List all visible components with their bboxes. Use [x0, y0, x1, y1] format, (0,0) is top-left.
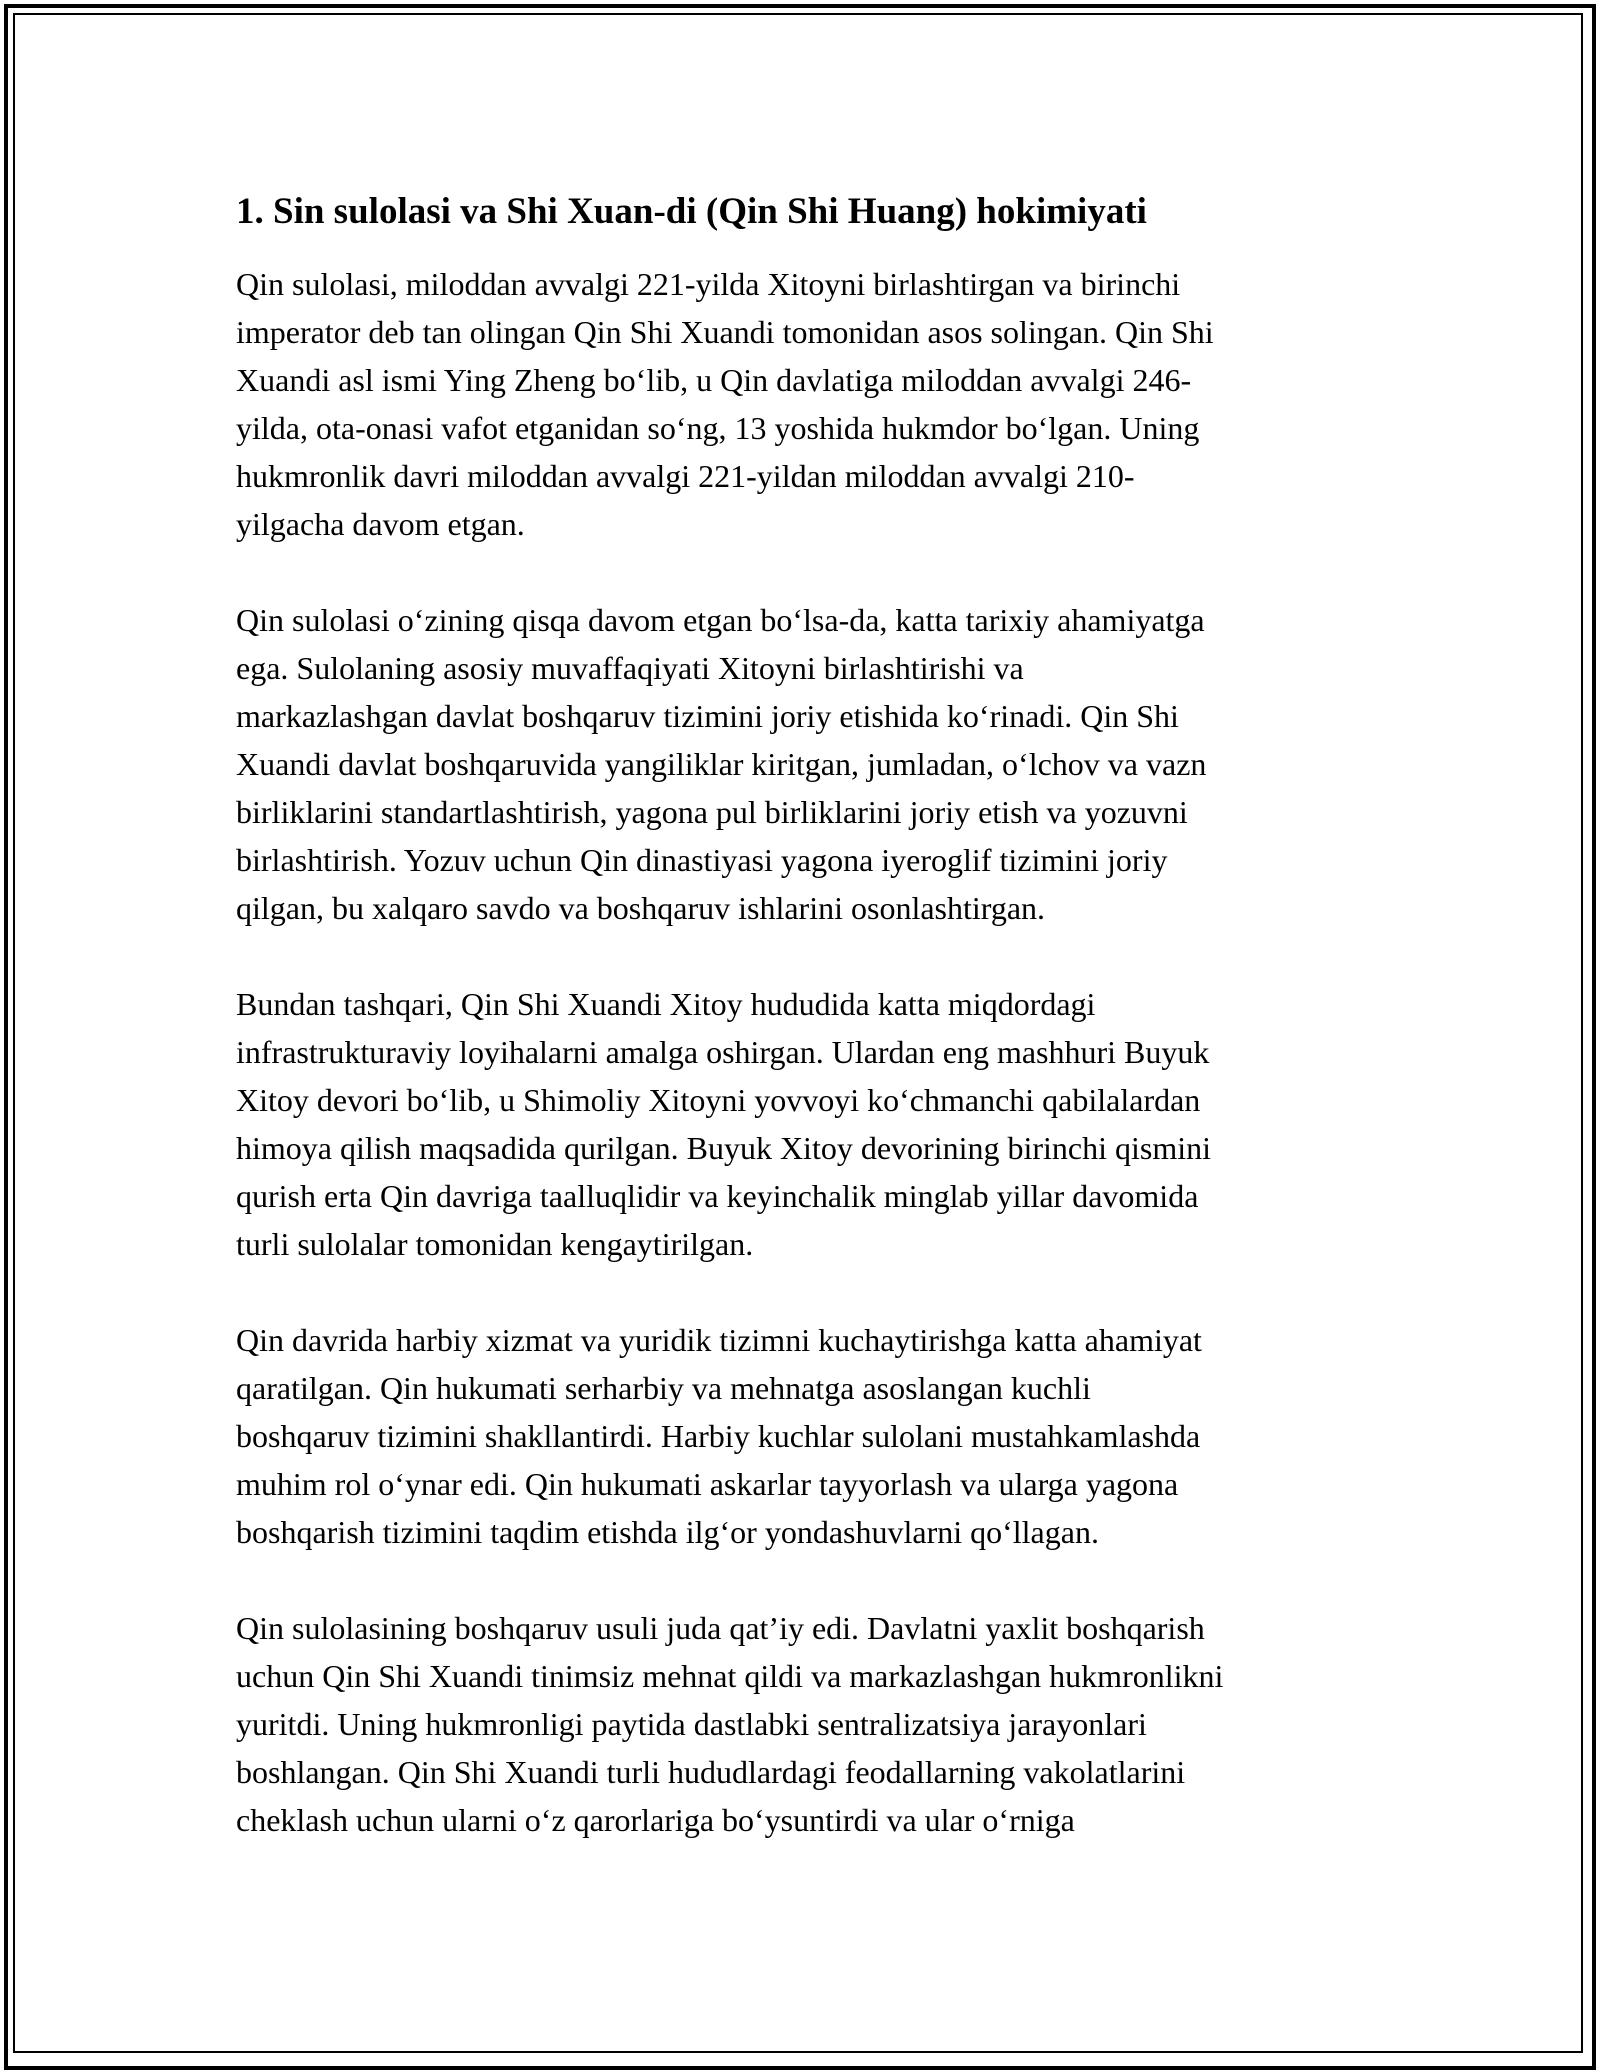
text-line: qurish erta Qin davriga taalluqlidir va keyinchalik minglab yillar davomida — [236, 1178, 1199, 1214]
text-line: boshqaruv tizimini shakllantirdi. Harbiy kuchlar sulolani mustahkamlashda — [236, 1418, 1201, 1454]
text-line: qilgan, bu xalqaro savdo va boshqaruv ishlarini osonlashtirgan. — [236, 890, 1046, 926]
document-body — [236, 186, 1386, 1892]
text-line: qaratilgan. Qin hukumati serharbiy va mehnatga asoslangan kuchli — [236, 1370, 1091, 1406]
text-line: Xuandi davlat boshqaruvida yangiliklar kiritgan, jumladan, o‘lchov va vazn — [236, 746, 1207, 782]
text-line: cheklash uchun ularni o‘z qarorlariga bo‘ysuntirdi va ular o‘rniga — [236, 1802, 1075, 1838]
paragraph-2 — [236, 596, 1386, 932]
text-line: birlashtirish. Yozuv uchun Qin dinastiyasi yagona iyeroglif tizimini joriy — [236, 842, 1168, 878]
text-line: yilgacha davom etgan. — [236, 506, 525, 542]
text-line: muhim rol o‘ynar edi. Qin hukumati askarlar tayyorlash va ularga yagona — [236, 1466, 1179, 1502]
text-line: uchun Qin Shi Xuandi tinimsiz mehnat qildi va markazlashgan hukmronlikni — [236, 1658, 1224, 1694]
text-line: imperator deb tan olingan Qin Shi Xuandi tomonidan asos solingan. Qin Shi — [236, 314, 1214, 350]
text-line: birliklarini standartlashtirish, yagona pul birliklarini joriy etish va yozuvni — [236, 794, 1188, 830]
text-line: himoya qilish maqsadida qurilgan. Buyuk Xitoy devorining birinchi qismini — [236, 1130, 1212, 1166]
text-line: boshlangan. Qin Shi Xuandi turli hududlardagi feodallarning vakolatlarini — [236, 1754, 1186, 1790]
paragraph-3 — [236, 980, 1386, 1268]
paragraph-5 — [236, 1604, 1386, 1844]
text-line: hukmronlik davri miloddan avvalgi 221-yildan miloddan avvalgi 210- — [236, 458, 1135, 494]
text-line: yilda, ota-onasi vafot etganidan so‘ng, 13 yoshida hukmdor bo‘lgan. Uning — [236, 410, 1200, 446]
paragraph-4 — [236, 1316, 1386, 1556]
text-line: infrastrukturaviy loyihalarni amalga oshirgan. Ulardan eng mashhuri Buyuk — [236, 1034, 1210, 1070]
text-line: yuritdi. Uning hukmronligi paytida dastlabki sentralizatsiya jarayonlari — [236, 1706, 1147, 1742]
text-line: ega. Sulolaning asosiy muvaffaqiyati Xitoyni birlashtirishi va — [236, 650, 1024, 686]
text-line: turli sulolalar tomonidan kengaytirilgan. — [236, 1226, 754, 1262]
text-line: boshqarish tizimini taqdim etishda ilg‘or yondashuvlarni qo‘llagan. — [236, 1514, 1099, 1550]
section-heading: 1. Sin sulolasi va Shi Xuan-di (Qin Shi Huang) hokimiyati — [236, 191, 1147, 232]
text-line: markazlashgan davlat boshqaruv tizimini joriy etishida ko‘rinadi. Qin Shi — [236, 698, 1179, 734]
text-line: Qin sulolasi, miloddan avvalgi 221-yilda Xitoyni birlashtirgan va birinchi — [236, 266, 1181, 302]
text-line: Qin sulolasining boshqaruv usuli juda qat’iy edi. Davlatni yaxlit boshqarish — [236, 1610, 1205, 1646]
text-line: Xuandi asl ismi Ying Zheng bo‘lib, u Qin davlatiga miloddan avvalgi 246- — [236, 362, 1192, 398]
text-line: Qin davrida harbiy xizmat va yuridik tizimni kuchaytirishga katta ahamiyat — [236, 1322, 1202, 1358]
paragraph-1 — [236, 260, 1386, 548]
text-line: Qin sulolasi o‘zining qisqa davom etgan bo‘lsa-da, katta tarixiy ahamiyatga — [236, 602, 1205, 638]
text-line: Xitoy devori bo‘lib, u Shimoliy Xitoyni yovvoyi ko‘chmanchi qabilalardan — [236, 1082, 1201, 1118]
text-line: Bundan tashqari, Qin Shi Xuandi Xitoy hududida katta miqdordagi — [236, 986, 1096, 1022]
